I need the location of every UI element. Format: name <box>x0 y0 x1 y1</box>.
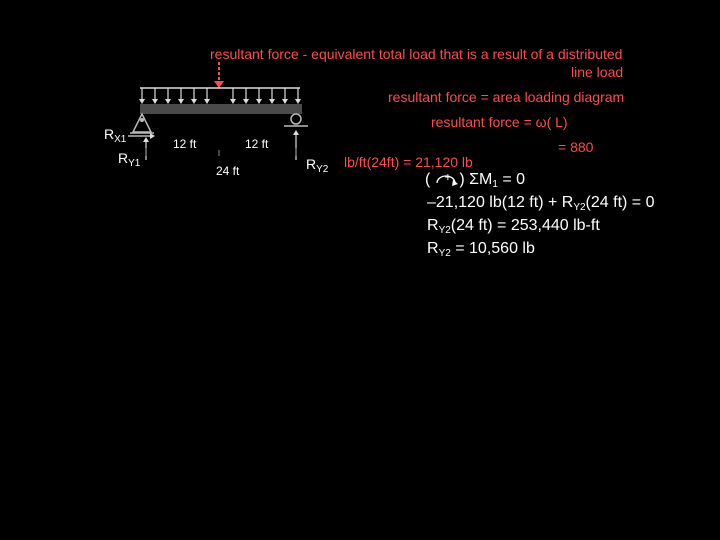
area-statement: resultant force = area loading diagram <box>388 89 625 105</box>
dimension-lines <box>146 148 296 156</box>
load-intensity-value: = 880 <box>558 139 594 155</box>
ry2-label: $R_{Y2}$ <box>306 156 329 175</box>
moment-substitution: –21,120 lb(12 $ft) + R_{Y2}(24$ ft) = 0 <box>427 194 655 213</box>
pin-hinge <box>140 118 144 122</box>
rx1-arrow <box>128 133 155 139</box>
resultant-definition-line1: resultant force - equivalent total load that is a result of a distributed <box>210 46 623 62</box>
ry1-label: $R_{Y1}$ <box>118 150 141 169</box>
ry2-result: $R_{Y2} = 10,560$ lb <box>427 240 535 259</box>
resultant-force-arrowhead <box>214 81 224 88</box>
pin-support <box>130 114 154 133</box>
resultant-definition-line2: line load <box>571 64 624 80</box>
distributed-load <box>139 88 301 104</box>
dimension-right-12ft: 12 ft <box>245 137 269 151</box>
roller-support <box>284 114 308 126</box>
beam <box>140 104 302 114</box>
resultant-formula: resultant force = ω( L) <box>431 114 568 130</box>
rx1-label: $R_{X1}$ <box>104 126 127 145</box>
resultant-calculation: lb/ft(24ft) = 21,120 lb <box>344 154 473 170</box>
dimension-left-12ft: 12 ft <box>173 137 197 151</box>
moment-equation: ( + ) $\Sigma M_1 = 0$ <box>425 170 526 190</box>
dimension-total-24ft: 24 ft <box>216 164 240 178</box>
ry2-moment: $R_{Y2}(24$ ft) = 253,440 lb-ft <box>427 217 600 236</box>
